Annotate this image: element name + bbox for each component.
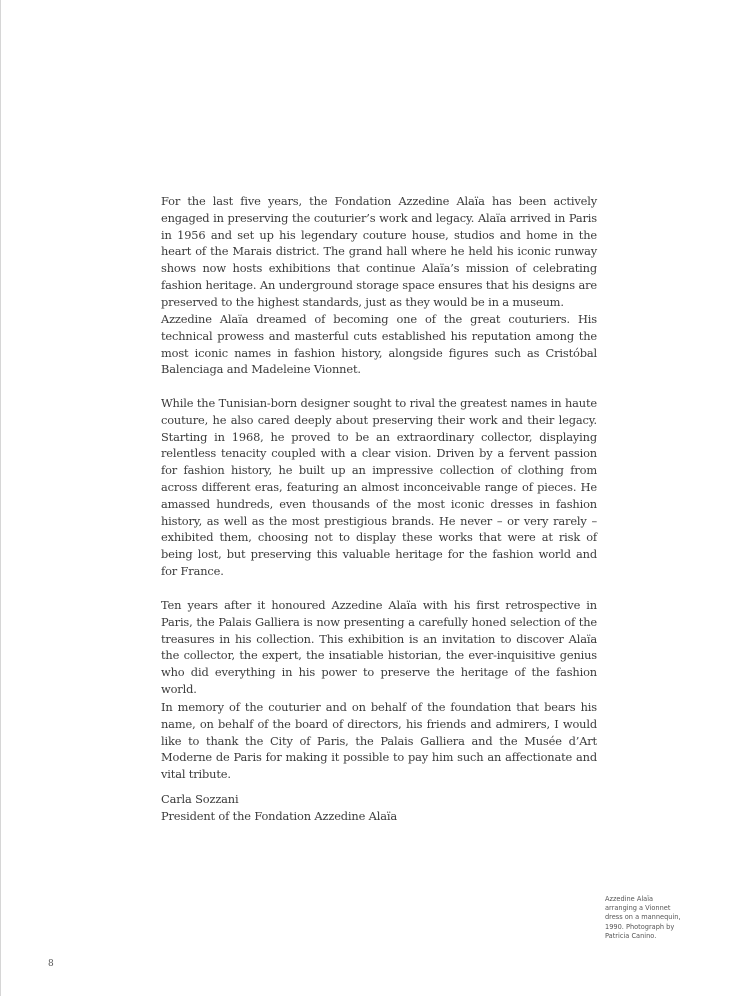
paragraph-5: In memory of the couturier and on behalf of the foundation that bears his name, on behalf of the board of directors, his friends and admirers, I would like to thank the City of Paris, the Palais Galliera and the Musée d’Art Moderne de Paris for making it possible to pay him such an affectionate and vital tribute.: [161, 700, 597, 782]
paragraph-2: Azzedine Alaïa dreamed of becoming one of the great couturiers. His technical prowess and masterful cuts established his reputation among the most iconic names in fashion history, alongside figures such as Cristóbal Balenciaga and Madeleine Vionnet.: [161, 312, 597, 377]
paragraph-3: While the Tunisian-born designer sought to rival the greatest names in haute couture, he also cared deeply about preserving their work and their legacy. Starting in 1968, he proved to be an extraordinary collector, displaying relentless tenacity coupled with a clear vision. Driven by a fervent passion for fashion history, he built up an impressive collection of clothing from across different eras, featuring an almost inconceivable range of pieces. He amassed hundreds, even thousands of the most iconic dresses in fashion history, as well as the most prestigious brands. He never – or very rarely – exhibited them, choosing not to display these works that were at risk of being lost, but preserving this valuable heritage for the fashion world and for France.: [161, 396, 597, 578]
paragraph-4: Ten years after it honoured Azzedine Alaïa with his first retrospective in Paris, the Palais Galliera is now presenting a carefully honed selection of the treasures in his collection. This exhibition is an invitation to discover Alaïa the collector, the expert, the insatiable historian, the ever-inquisitive genius who did everything in his power to preserve the heritage of the fashion world.: [161, 598, 597, 696]
caption-line-3: dress on a mannequin,: [605, 913, 681, 922]
caption-line-2: arranging a Vionnet: [605, 904, 671, 913]
signature-name: Carla Sozzani: [161, 792, 239, 806]
page-number: 8: [48, 959, 54, 969]
paragraph-1: For the last five years, the Fondation Azzedine Alaïa has been actively engaged in preserving the couturier’s work and legacy. Alaïa arrived in Paris in 1956 and set up his legendary couture house, studios and home in the heart of the Marais district. The grand hall where he held his iconic runway shows now hosts exhibitions that continue Alaïa’s mission of celebrating fashion heritage. An underground storage space ensures that his designs are preserved to the highest standards, just as they would be in a museum.: [161, 194, 597, 309]
page-edge: [0, 0, 1, 996]
caption-line-4: 1990. Photograph by: [605, 922, 675, 931]
photo-caption: [605, 895, 691, 941]
caption-line-1: Azzedine Alaïa: [605, 895, 654, 903]
signature-title: President of the Fondation Azzedine Alaïa: [161, 808, 398, 823]
signature-block: [161, 791, 597, 824]
foreword-text: [161, 193, 597, 824]
caption-line-5: Patricia Canino.: [605, 931, 657, 940]
